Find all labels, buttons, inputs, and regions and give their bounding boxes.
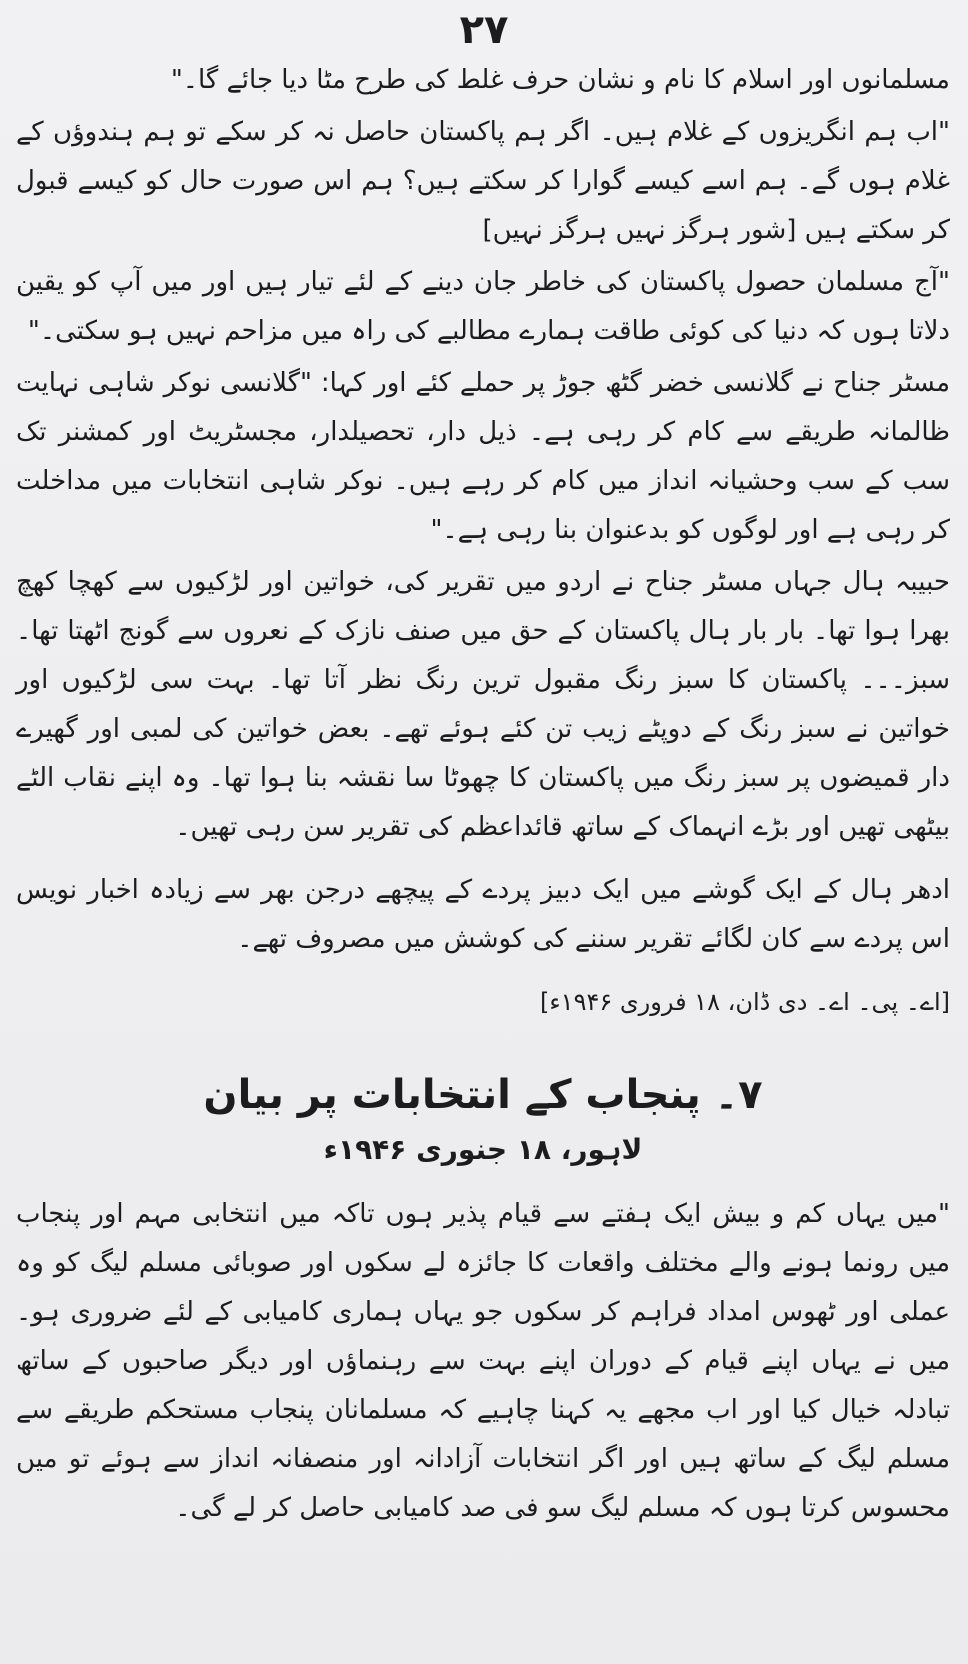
- section-dateline: لاہور، ۱۸ جنوری ۱۹۴۶ء: [323, 1133, 643, 1166]
- paragraph-5: حبیبہ ہال جہاں مسٹر جناح نے اردو میں تقریر کی، خواتین اور لڑکیوں سے کھچا کھچ بھرا ہوا تھا۔ بار بار ہال پاکستان کے حق میں صنف نازک کے نعروں سے گونج اٹھتا تھا۔ سبز۔۔۔ پاکستان کا سبز رنگ مقبول ترین رنگ نظر آتا تھا۔ بہت سی لڑکیوں اور خواتین نے سبز رنگ کے دوپٹے زیب تن کئے ہوئے تھے۔ بعض خواتین کی لمبی اور گھیرے دار قمیضوں پر سبز رنگ میں پاکستان کا چھوٹا سا نقشہ بنا ہوا تھا۔ وہ اپنے نقاب الٹے بیٹھی تھیں اور بڑے انہماک کے ساتھ قائداعظم کی تقریر سن رہی تھیں۔: [16, 567, 950, 842]
- page-body: [16, 56, 950, 1533]
- section-paragraph: "میں یہاں کم و بیش ایک ہفتے سے قیام پذیر ہوں تاکہ میں انتخابی مہم اور پنجاب میں رونما ہونے والے مختلف واقعات کا جائزہ لے سکوں اور صوبائی مسلم لیگ کو وہ عملی اور ٹھوس امداد فراہم کر سکوں جو یہاں ہماری کامیابی کے لئے ضروری ہو۔ میں نے یہاں اپنے قیام کے دوران اپنے بہت سے رہنماؤں اور دیگر صاحبوں کے ساتھ تبادلہ خیال کیا اور اب مجھے یہ کہنا چاہیے کہ مسلمانان پنجاب مستحکم طریقے سے مسلم لیگ کے ساتھ ہیں اور اگر انتخابات آزادانہ اور منصفانہ انداز سے ہوئے تو میں محسوس کرتا ہوں کہ مسلم لیگ سو فی صد کامیابی حاصل کر لے گی۔: [16, 1199, 950, 1523]
- paragraph-2: "اب ہم انگریزوں کے غلام ہیں۔ اگر ہم پاکستان حاصل نہ کر سکے تو ہم ہندوؤں کے غلام ہوں گے۔ ہم اسے کیسے گوارا کر سکتے ہیں؟ ہم اس صورت حال کو کیسے قبول کر سکتے ہیں [شور ہرگز نہیں ہرگز نہیں]: [16, 117, 950, 245]
- paragraph-4: مسٹر جناح نے گلانسی خضر گٹھ جوڑ پر حملے کئے اور کہا: "گلانسی نوکر شاہی نہایت ظالمانہ طریقے سے کام کر رہی ہے۔ ذیل دار، تحصیلدار، مجسٹریٹ اور کمشنر تک سب کے سب وحشیانہ انداز میں کام کر رہے ہیں۔ نوکر شاہی انتخابات میں مداخلت کر رہی ہے اور لوگوں کو بدعنوان بنا رہی ہے۔": [16, 368, 950, 545]
- source-reference: [اے۔ پی۔ اے۔ دی ڈان، ۱۸ فروری ۱۹۴۶ء]: [540, 988, 950, 1016]
- paragraph-6: ادھر ہال کے ایک گوشے میں ایک دبیز پردے کے پیچھے درجن بھر سے زیادہ اخبار نویس اس پردے سے کان لگائے تقریر سننے کی کوشش میں مصروف تھے۔: [16, 875, 950, 954]
- page-number: ۲۷: [459, 7, 509, 53]
- paragraph-1: مسلمانوں اور اسلام کا نام و نشان حرف غلط کی طرح مٹا دیا جائے گا۔": [170, 65, 950, 95]
- section-heading: ۷۔ پنجاب کے انتخابات پر بیان: [203, 1072, 763, 1118]
- paragraph-3: "آج مسلمان حصول پاکستان کی خاطر جان دینے کے لئے تیار ہیں اور میں آپ کو یقین دلاتا ہوں کہ دنیا کی کوئی طاقت ہمارے مطالبے کی راہ میں مزاحم نہیں ہو سکتی۔": [16, 267, 950, 346]
